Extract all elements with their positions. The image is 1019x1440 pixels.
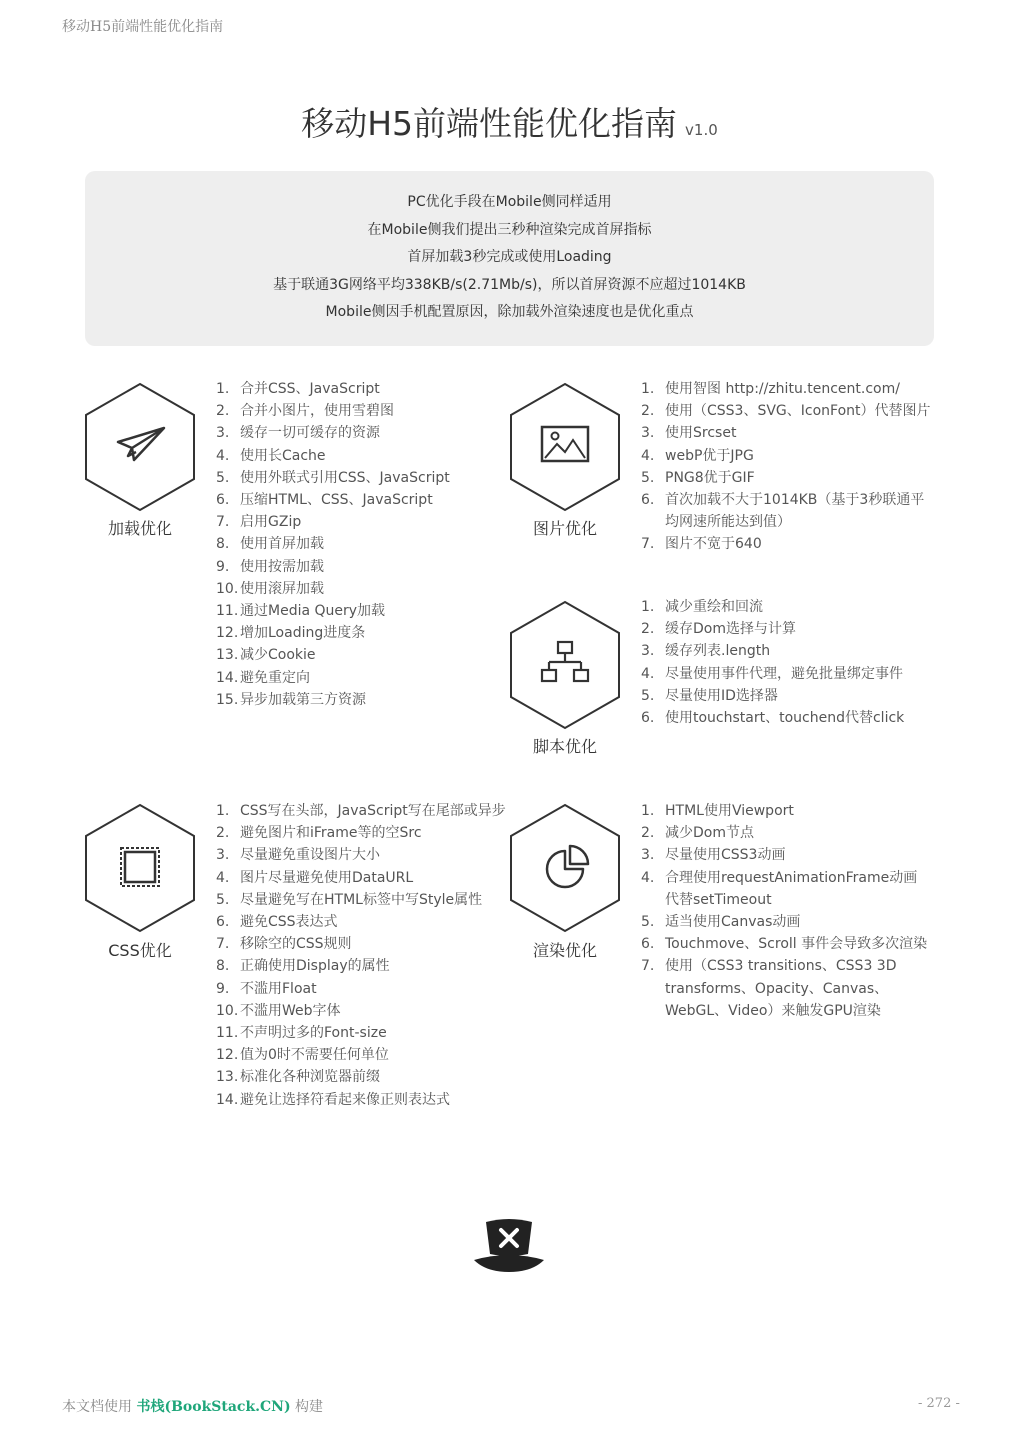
list-item: 2. 合并小图片，使用雪碧图 (216, 403, 394, 420)
load-section-label: 加载优化 (107, 519, 172, 538)
list-item: 1. 使用智图 http://zhitu.tencent.com/ (641, 381, 900, 397)
list-item: 10. 使用滚屏加载 (216, 580, 324, 597)
image-section-label: 图片优化 (532, 519, 597, 538)
list-item: 15. 异步加载第三方资源 (216, 691, 366, 708)
hat-logo-icon (472, 1216, 546, 1276)
list-item: 1. 合并CSS、JavaScript (216, 381, 380, 397)
list-item: 2. 缓存Dom选择与计算 (641, 621, 796, 638)
image-icon (509, 382, 621, 512)
script-section-label: 脚本优化 (532, 737, 597, 756)
render-list (641, 800, 931, 1022)
list-item: 13. 标准化各种浏览器前缀 (216, 1069, 380, 1086)
image-hexagon (509, 382, 621, 512)
list-item: 7. 使用（CSS3 transitions、CSS3 3D transforms、Opacity、Canvas、WebGL、Video）来触发GPU渲染 (641, 958, 897, 1019)
list-item: 3. 尽量避免重设图片大小 (216, 847, 380, 864)
list-item: 8. 正确使用Display的属性 (216, 958, 390, 975)
list-item: 7. 移除空的CSS规则 (216, 936, 352, 953)
title-version: v1.0 (685, 121, 718, 139)
list-item: 4. 尽量使用事件代理，避免批量绑定事件 (641, 665, 903, 682)
list-item: 4. 图片尽量避免使用DataURL (216, 869, 414, 886)
list-item: 12. 增加Loading进度条 (216, 625, 366, 642)
pie-chart-icon (509, 803, 621, 933)
summary-line: 首屏加载3秒完成或使用Loading (407, 249, 612, 265)
list-item: 10. 不滥用Web字体 (216, 1002, 341, 1019)
sitemap-icon (509, 600, 621, 730)
list-item: 11. 通过Media Query加载 (216, 603, 386, 620)
list-item: 6. 避免CSS表达式 (216, 914, 338, 931)
list-item: 7. 启用GZip (216, 514, 302, 531)
list-item: 4. webP优于JPG (641, 447, 754, 464)
list-item: 1. 减少重绘和回流 (641, 599, 763, 615)
list-item: 2. 使用（CSS3、SVG、IconFont）代替图片 (641, 403, 931, 420)
load-hexagon (84, 382, 196, 512)
list-item: 6. 首次加载不大于1014KB（基于3秒联通平均网速所能达到值） (641, 492, 925, 531)
summary-box (85, 171, 934, 346)
footer-suffix: 构建 (290, 1399, 324, 1415)
list-item: 6. 压缩HTML、CSS、JavaScript (216, 492, 433, 509)
list-item: 14. 避免让选择符看起来像正则表达式 (216, 1091, 450, 1108)
render-hexagon (509, 803, 621, 933)
footer-credit (62, 1396, 323, 1416)
script-hexagon (509, 600, 621, 730)
list-item: 2. 避免图片和iFrame等的空Src (216, 825, 422, 842)
load-list (216, 378, 450, 711)
list-item: 13. 减少Cookie (216, 647, 316, 664)
list-item: 4. 合理使用requestAnimationFrame动画代替setTimeout (641, 869, 918, 908)
css-hexagon (84, 803, 196, 933)
list-item: 8. 使用首屏加载 (216, 536, 324, 553)
summary-line: PC优化手段在Mobile侧同样适用 (407, 194, 612, 210)
image-list (641, 378, 931, 556)
script-list (641, 596, 904, 729)
list-item: 3. 缓存一切可缓存的资源 (216, 425, 380, 442)
list-item: 9. 使用按需加载 (216, 558, 324, 575)
list-item: 3. 尽量使用CSS3动画 (641, 847, 786, 864)
list-item: 14. 避免重定向 (216, 669, 310, 686)
list-item: 5. 适当使用Canvas动画 (641, 914, 801, 931)
list-item: 5. PNG8优于GIF (641, 469, 755, 486)
render-section-label: 渲染优化 (532, 941, 597, 960)
list-item: 2. 减少Dom节点 (641, 825, 754, 842)
page-number: - 272 - (918, 1396, 960, 1411)
list-item: 7. 图片不宽于640 (641, 536, 762, 553)
list-item: 6. 使用touchstart、touchend代替click (641, 710, 905, 727)
summary-line: Mobile侧因手机配置原因，除加载外渲染速度也是优化重点 (325, 304, 694, 320)
list-item: 1. HTML使用Viewport (641, 803, 794, 819)
css-section-label: CSS优化 (108, 941, 172, 960)
list-item: 4. 使用长Cache (216, 447, 326, 464)
summary-line: 基于联通3G网络平均338KB/s(2.71Mb/s)，所以首屏资源不应超过1014KB (273, 276, 746, 293)
page-title (0, 98, 1019, 145)
list-item: 9. 不滥用Float (216, 980, 317, 997)
stamp-frame-icon (84, 803, 196, 933)
summary-line: 在Mobile侧我们提出三秒种渲染完成首屏指标 (367, 221, 652, 238)
list-item: 3. 缓存列表.length (641, 643, 771, 660)
list-item: 11. 不声明过多的Font-size (216, 1025, 387, 1042)
list-item: 5. 尽量避免写在HTML标签中写Style属性 (216, 891, 483, 908)
footer-prefix: 本文档使用 (62, 1399, 137, 1415)
list-item: 5. 使用外联式引用CSS、JavaScript (216, 469, 450, 486)
list-item: 3. 使用Srcset (641, 425, 737, 442)
footer-brand-link[interactable]: 书栈(BookStack.CN) (136, 1399, 291, 1415)
list-item: 1. CSS写在头部，JavaScript写在尾部或异步 (216, 803, 506, 819)
running-header: 移动H5前端性能优化指南 (62, 19, 224, 35)
list-item: 5. 尽量使用ID选择器 (641, 687, 778, 704)
list-item: 12. 值为0时不需要任何单位 (216, 1047, 389, 1064)
paper-plane-icon (84, 382, 196, 512)
list-item: 6. Touchmove、Scroll 事件会导致多次渲染 (641, 936, 928, 953)
title-main: 移动H5前端性能优化指南 (301, 104, 678, 143)
css-list (216, 800, 506, 1111)
